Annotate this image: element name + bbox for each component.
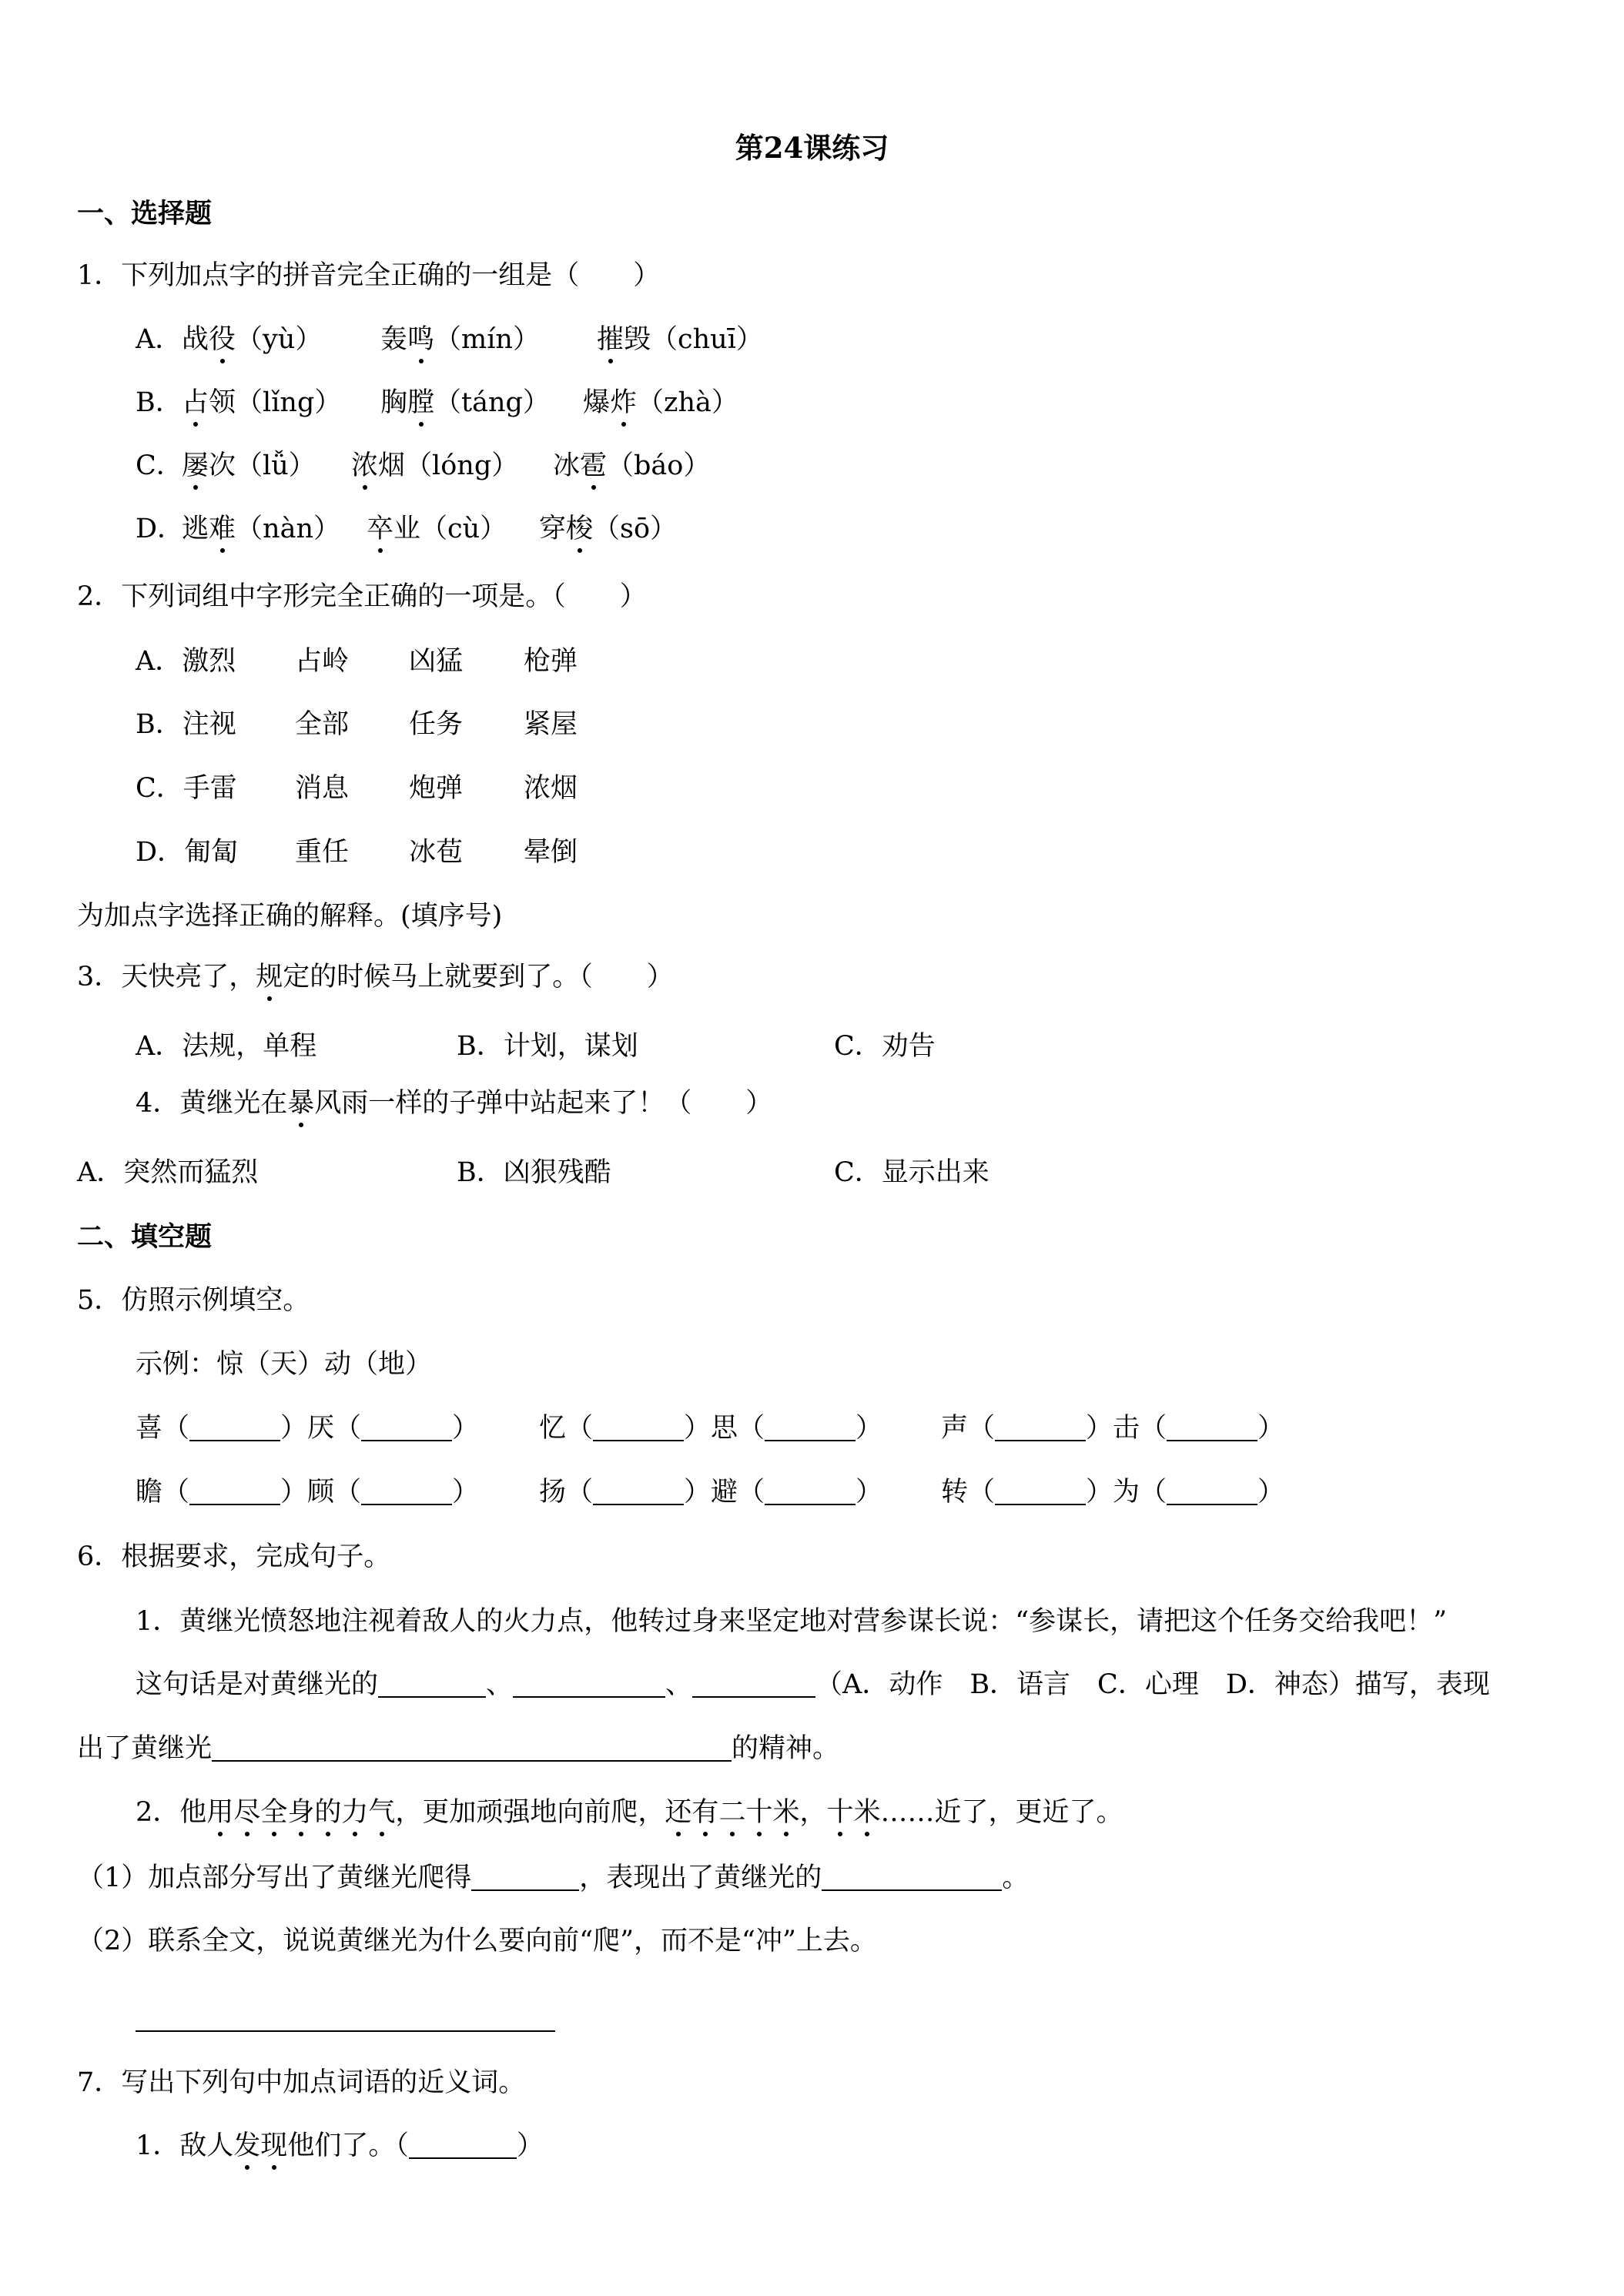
section-heading-fill: 二、填空题 xyxy=(77,1221,213,1253)
question-3-option-b[interactable]: B．计划，谋划 xyxy=(457,1031,638,1062)
emphasis-char: 全 xyxy=(260,1797,288,1828)
option-label: C． xyxy=(136,450,183,481)
option-item: 占领（lǐng） xyxy=(182,387,342,418)
option-item: 摧毁（chuī） xyxy=(597,324,763,355)
answer-blank xyxy=(593,1477,684,1505)
question-3-option-a[interactable]: A．法规，单程 xyxy=(136,1031,317,1062)
answer-blank xyxy=(822,1863,1002,1891)
emphasis-char: 米 xyxy=(853,1797,881,1828)
question-6-part-1[interactable]: （1）加点部分写出了黄继光爬得 ，表现出了黄继光的 。 xyxy=(77,1863,1030,1893)
answer-blank xyxy=(189,1413,280,1441)
option-label: D． xyxy=(136,514,185,544)
option-item: 爆炸（zhà） xyxy=(583,387,738,418)
option-item: 逃难（nàn） xyxy=(182,514,340,544)
emphasis-char: 米 xyxy=(772,1797,800,1828)
emphasis-char: 身 xyxy=(287,1797,315,1828)
answer-blank xyxy=(692,1669,815,1698)
answer-blank xyxy=(995,1413,1086,1441)
answer-blank xyxy=(361,1413,452,1441)
question-2-stem: 2．下列词组中字形完全正确的一项是。（ ） xyxy=(77,581,647,612)
emphasis-char: 尽 xyxy=(233,1797,261,1828)
question-7-stem: 7．写出下列句中加点词语的近义词。 xyxy=(77,2067,526,2098)
fill-blank-group[interactable]: 扬（ ）避（ ） xyxy=(539,1477,883,1508)
question-1-stem: 1．下列加点字的拼音完全正确的一组是（ ） xyxy=(77,260,661,291)
section-heading-choice: 一、选择题 xyxy=(77,198,213,229)
instruction-text: 为加点字选择正确的解释。(填序号) xyxy=(77,901,503,932)
question-6-sentence-1: 1．黄继光愤怒地注视着敌人的火力点，他转过身来坚定地对营参谋长说：“参谋长，请把这个任务交给我吧！” xyxy=(136,1606,1448,1637)
answer-blank xyxy=(212,1733,732,1762)
answer-blank xyxy=(409,2130,517,2159)
question-4-option-b[interactable]: B．凶狠残酷 xyxy=(457,1157,611,1188)
answer-blank xyxy=(593,1413,684,1441)
fill-blank-group[interactable]: 转（ ）为（ ） xyxy=(941,1477,1285,1508)
answer-blank xyxy=(765,1477,856,1505)
question-4-stem: 4．黄继光在暴风雨一样的子弹中站起来了！（ ） xyxy=(136,1088,773,1119)
option-item: 冰雹（báo） xyxy=(553,450,711,481)
page-title: 第24课练习 xyxy=(735,131,889,165)
answer-blank xyxy=(1167,1413,1257,1441)
question-6-part-2: （2）联系全文，说说黄继光为什么要向前“爬”，而不是“冲”上去。 xyxy=(77,1926,877,1956)
emphasis-char: 还 xyxy=(665,1797,692,1828)
emphasis-char: 用 xyxy=(206,1797,234,1828)
question-5-example: 示例：惊（天）动（地） xyxy=(136,1349,433,1380)
fill-blank-group[interactable]: 喜（ ）厌（ ） xyxy=(136,1413,480,1444)
question-5-stem: 5．仿照示例填空。 xyxy=(77,1285,310,1316)
answer-blank xyxy=(378,1669,486,1698)
fill-blank-group[interactable]: 瞻（ ）顾（ ） xyxy=(136,1477,480,1508)
question-6-sentence-1-cont[interactable]: 出了黄继光 的精神。 xyxy=(77,1733,840,1764)
option-label: B． xyxy=(136,387,182,418)
option-item: 战役（yù） xyxy=(182,324,323,355)
option-item: 卒业（cù） xyxy=(367,514,507,544)
answer-blank xyxy=(471,1863,579,1891)
question-3-stem: 3．天快亮了，规定的时候马上就要到了。（ ） xyxy=(77,962,674,992)
question-4-option-c[interactable]: C．显示出来 xyxy=(834,1157,989,1188)
option-item: 浓烟（lóng） xyxy=(351,450,519,481)
emphasis-char: 二 xyxy=(718,1797,746,1828)
emphasis-char: 十 xyxy=(826,1797,854,1828)
answer-blank xyxy=(765,1413,856,1441)
option-item: 穿梭（sō） xyxy=(539,514,678,544)
answer-blank xyxy=(1167,1477,1257,1505)
answer-blank xyxy=(189,1477,280,1505)
answer-blank xyxy=(513,1669,665,1698)
emphasis-char: 十 xyxy=(745,1797,773,1828)
option-label: A． xyxy=(136,324,182,355)
option-item: 胸膛（táng） xyxy=(380,387,550,418)
option-item: 轰鸣（mín） xyxy=(380,324,540,355)
emphasis-char: 有 xyxy=(691,1797,719,1828)
question-6-stem: 6．根据要求，完成句子。 xyxy=(77,1541,391,1572)
question-6-sentence-1-prompt[interactable]: 这句话是对黄继光的 、 、 （A．动作 B．语言 C．心理 D．神态）描写，表现 xyxy=(136,1669,1490,1700)
emphasis-char: 发 xyxy=(233,2130,261,2161)
option-item: 屡次（lǚ） xyxy=(182,450,316,481)
answer-blank xyxy=(995,1477,1086,1505)
fill-blank-group[interactable]: 声（ ）击（ ） xyxy=(941,1413,1285,1444)
question-3-option-c[interactable]: C．劝告 xyxy=(834,1031,936,1062)
question-7-item-1[interactable]: 1．敌人发现他们了。（ ） xyxy=(136,2130,544,2161)
question-6-sentence-2: 2．他用尽全身的力气，更加顽强地向前爬，还有二十米，十米……近了，更近了。 xyxy=(136,1797,1123,1828)
emphasis-char: 的 xyxy=(314,1797,342,1828)
emphasis-char: 力 xyxy=(341,1797,369,1828)
fill-blank-group[interactable]: 忆（ ）思（ ） xyxy=(539,1413,883,1444)
emphasis-char: 现 xyxy=(260,2130,288,2161)
emphasis-char: 气 xyxy=(368,1797,396,1828)
question-4-option-a[interactable]: A．突然而猛烈 xyxy=(77,1157,259,1188)
answer-blank xyxy=(361,1477,452,1505)
answer-line[interactable] xyxy=(136,2030,555,2032)
